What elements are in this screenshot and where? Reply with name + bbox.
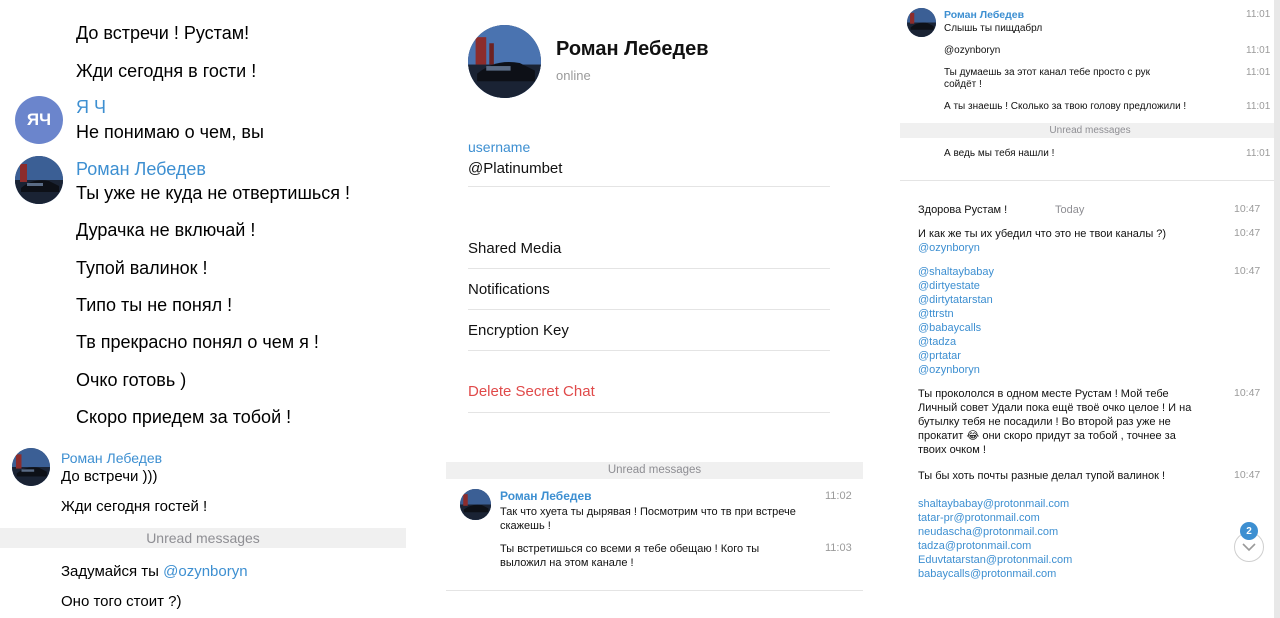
laughing-emoji-icon: 😂	[966, 430, 980, 442]
channel-link[interactable]: @tadza	[918, 336, 957, 348]
scrollbar-track[interactable]	[1274, 0, 1280, 618]
channel-link[interactable]: @dirtyestate	[918, 280, 980, 292]
sender-name[interactable]: Роман Лебедев	[61, 450, 163, 466]
chat-panel-right	[896, 0, 1280, 618]
channel-link[interactable]: @babaycalls	[918, 322, 982, 334]
message-text: Тв прекрасно понял о чем я !	[76, 332, 319, 352]
message-text: До встречи )))	[61, 468, 158, 485]
sender-name[interactable]: Роман Лебедев	[76, 159, 206, 179]
notifications-item[interactable]: Notifications	[468, 269, 830, 310]
message-text: Типо ты не понял !	[76, 295, 233, 315]
email-link[interactable]: babaycalls@protonmail.com	[918, 568, 1057, 580]
email-link[interactable]: Eduvtatarstan@protonmail.com	[918, 554, 1073, 566]
delete-secret-chat-button[interactable]: Delete Secret Chat	[468, 383, 595, 400]
channel-list	[918, 265, 994, 377]
chat-panel-left	[0, 0, 406, 618]
message-time: 11:01	[1246, 45, 1271, 56]
unread-divider: Unread messages	[0, 528, 406, 548]
message-time: 11:03	[825, 542, 852, 554]
car-photo-icon	[15, 156, 63, 204]
message-text: Жди сегодня гостей !	[61, 498, 208, 515]
message-text: Не понимаю о чем, вы	[76, 122, 264, 142]
message-text-prefix: Задумайся ты	[61, 563, 164, 580]
message-time: 10:47	[1234, 203, 1261, 215]
message-text: И как же ты их убедил что это не твои каналы ?)	[918, 228, 1167, 240]
message-text: Жди сегодня в гости !	[76, 61, 257, 81]
message-time: 11:01	[1246, 148, 1271, 159]
message-text: Ты думаешь за этот канал тебе просто с рук сойдёт !	[944, 67, 1151, 90]
message-text	[61, 562, 248, 582]
channel-link[interactable]: @ttrstn	[918, 308, 954, 320]
channel-link[interactable]: @ozynboryn	[918, 364, 980, 376]
username-label: username	[468, 139, 531, 155]
email-list	[918, 497, 1072, 581]
avatar[interactable]	[460, 489, 491, 520]
message-text: Тупой валинок !	[76, 258, 208, 278]
profile-avatar[interactable]	[468, 25, 541, 98]
mention-link[interactable]: @ozynboryn	[918, 242, 980, 254]
chevron-down-icon	[1242, 543, 1256, 552]
message-text: Ты встретишься со всеми я тебе обещаю ! Кого ты выложил на этом канале !	[500, 543, 760, 569]
message-text: Очко готовь )	[76, 370, 187, 390]
divider	[468, 186, 830, 187]
avatar[interactable]: ЯЧ	[15, 96, 63, 144]
car-photo-icon	[468, 25, 541, 98]
avatar[interactable]	[12, 448, 50, 486]
channel-link[interactable]: @shaltaybabay	[918, 266, 994, 278]
message-time: 10:47	[1234, 227, 1261, 239]
divider	[446, 590, 863, 591]
message-text: Дурачка не включай !	[76, 220, 256, 240]
message-text-part: они скоро придут за тобой , точнее за твоих очком !	[918, 430, 1176, 456]
profile-status: online	[556, 68, 591, 83]
message-time: 11:01	[1246, 67, 1271, 78]
channel-link[interactable]: @prtatar	[918, 350, 961, 362]
message-text: До встречи ! Рустам!	[76, 23, 250, 43]
car-photo-icon	[460, 489, 491, 520]
unread-divider: Unread messages	[900, 123, 1280, 138]
message-text: Слышь ты пищдабрл	[944, 23, 1043, 34]
message-time: 10:47	[1234, 469, 1261, 481]
mention-link[interactable]: @ozynboryn	[163, 563, 248, 580]
message-time: 11:02	[825, 490, 852, 502]
divider	[468, 412, 830, 413]
message-text: Скоро приедем за тобой !	[76, 407, 292, 427]
username-value[interactable]: @Platinumbet	[468, 160, 563, 177]
message-text: Здорова Рустам !	[918, 204, 1008, 216]
message-text-part: Ты прокололся в одном месте Рустам ! Мой тебе Личный совет Удали пока ещё твоё очко целое ! И на бутылку тебя не посадили ! Во второй раз уже не прокатит	[918, 388, 1192, 442]
shared-media-item[interactable]: Shared Media	[468, 228, 830, 269]
date-header: Today	[1055, 204, 1085, 216]
message-time: 10:47	[1234, 387, 1261, 399]
channel-link[interactable]: @dirtytatarstan	[918, 294, 993, 306]
message-time: 11:01	[1246, 101, 1271, 112]
message-text: А ты знаешь ! Сколько за твою голову предложили !	[944, 101, 1187, 112]
email-link[interactable]: tatar-pr@protonmail.com	[918, 512, 1040, 524]
sender-name[interactable]: Я Ч	[76, 97, 106, 117]
message-text	[918, 387, 1200, 457]
avatar[interactable]	[907, 8, 936, 37]
profile-name: Роман Лебедев	[556, 38, 709, 60]
message-time: 11:01	[1246, 9, 1271, 20]
message-text: Ты уже не куда не отвертишься !	[76, 183, 351, 203]
sender-name[interactable]: Роман Лебедев	[944, 9, 1025, 21]
encryption-key-item[interactable]: Encryption Key	[468, 310, 830, 351]
sender-name[interactable]: Роман Лебедев	[500, 489, 592, 503]
car-photo-icon	[12, 448, 50, 486]
message-text: Ты бы хоть почты разные делал тупой валинок !	[918, 470, 1166, 482]
car-photo-icon	[907, 8, 936, 37]
message-text: Оно того стоит ?)	[61, 593, 182, 610]
email-link[interactable]: tadza@protonmail.com	[918, 540, 1032, 552]
message-text: Так что хуета ты дырявая ! Посмотрим что тв при встрече скажешь !	[500, 506, 796, 532]
avatar[interactable]	[15, 156, 63, 204]
message-time: 10:47	[1234, 265, 1261, 277]
message-text: А ведь мы тебя нашли !	[944, 148, 1055, 159]
mention-link[interactable]: @ozynboryn	[944, 45, 1001, 56]
email-link[interactable]: shaltaybabay@protonmail.com	[918, 498, 1070, 510]
unread-divider: Unread messages	[446, 462, 863, 479]
profile-panel	[406, 0, 896, 618]
email-link[interactable]: neudascha@protonmail.com	[918, 526, 1059, 538]
divider	[900, 180, 1280, 181]
unread-count-badge: 2	[1240, 522, 1258, 540]
